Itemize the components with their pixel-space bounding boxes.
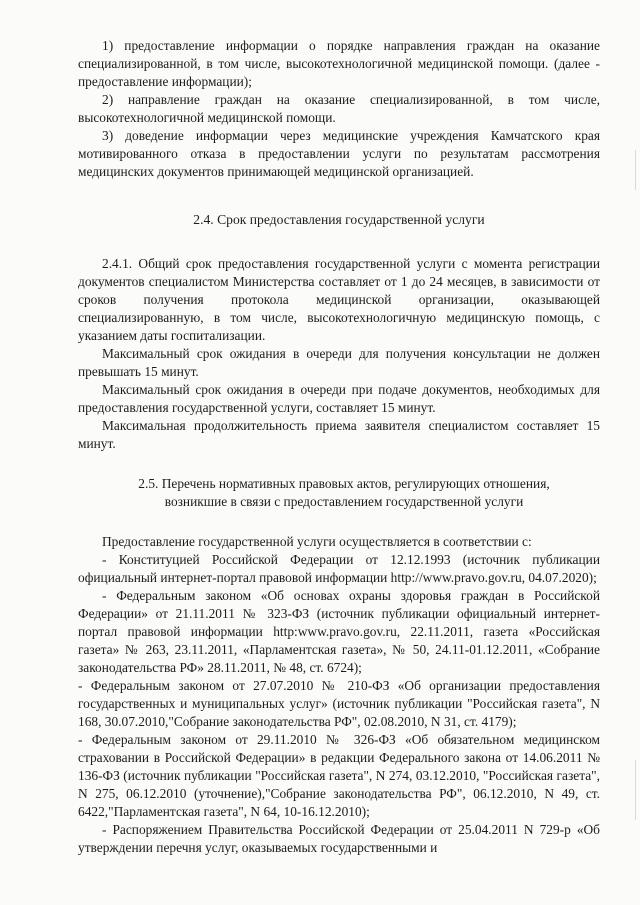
legal-act-729-r: - Распоряжением Правительства Российской Федерации от 25.04.2011 N 729-р «Об утверждении перечня услуг, оказываемых государственными и bbox=[78, 822, 600, 855]
legal-act-323-fz: - Федеральным законом «Об основах охраны здоровья граждан в Российской Федерации» от 21.11.2011 № 323-ФЗ (источник публикации официальный интернет-портал правовой информации http:www.pravo.gov.ru, 22.11.2011, газета «Российская газета» № 263, 23.11.2011, «Парламентская газета», № 50, 24.11-01.12.2011, «Собрание законодательства РФ» 28.11.2011, № 48, ст. 6724); bbox=[78, 588, 600, 675]
section-title-2-5-line2: возникшие в связи с предоставлением государственной услуги bbox=[164, 494, 524, 509]
legal-act-constitution: - Конституцией Российской Федерации от 12.12.1993 (источник публикации официальный интернет-портал правовой информации http://www.pravo.gov.ru, 04.07.2020); bbox=[78, 552, 600, 585]
paragraph-legal-basis-intro: Предоставление государственной услуги осуществляется в соответствии с: bbox=[102, 534, 532, 549]
scan-margin-mark-top bbox=[635, 150, 636, 190]
list-item-2: 2) направление граждан на оказание специализированной, в том числе, высокотехнологичной медицинской помощи. bbox=[78, 92, 600, 125]
legal-act-326-fz: - Федеральным законом от 29.11.2010 № 326-ФЗ «Об обязательном медицинском страховании в Российской Федерации» в редакции Федерального закона от 14.06.2011 № 136-ФЗ (источник публикации "Российская газета", N 274, 03.12.2010, "Российская газета", N 275, 06.12.2010 (уточнение),"Собрание законодательства РФ", 06.12.2010, N 49, ст. 6422,"Парламентская газета", N 64, 10-16.12.2010); bbox=[78, 732, 600, 819]
section-title-2-5-line1: 2.5. Перечень нормативных правовых актов, регулирующих отношения, bbox=[138, 476, 550, 491]
paragraph-2-4-1: 2.4.1. Общий срок предоставления государственной услуги с момента регистрации документов специалистом Министерства составляет от 1 до 24 месяцев, в зависимости от сроков получения протокола медицинской организации, оказывающей специализированную, в том числе, высокотехнологичную медицинскую помощь, с указанием даты госпитализации. bbox=[78, 256, 600, 343]
paragraph-reception-duration: Максимальная продолжительность приема заявителя специалистом составляет 15 минут. bbox=[78, 418, 600, 451]
paragraph-submit-wait: Максимальный срок ожидания в очереди при подаче документов, необходимых для предоставления государственной услуги, составляет 15 минут. bbox=[78, 382, 600, 415]
list-item-3: 3) доведение информации через медицинские учреждения Камчатского края мотивированного отказа в предоставлении услуги по результатам рассмотрения медицинских документов принимающей медицинской организацией. bbox=[78, 128, 600, 179]
paragraph-consult-wait: Максимальный срок ожидания в очереди для получения консультации не должен превышать 15 минут. bbox=[78, 346, 600, 379]
scan-margin-mark-bottom bbox=[635, 760, 636, 820]
list-item-1: 1) предоставление информации о порядке направления граждан на оказание специализированной, в том числе, высокотехнологичной медицинской помощи. (далее - предоставление информации); bbox=[78, 38, 600, 89]
legal-act-210-fz: - Федеральным законом от 27.07.2010 № 210-ФЗ «Об организации предоставления государственных и муниципальных услуг» (источник публикации "Российская газета", N 168, 30.07.2010,"Собрание законодательства РФ", 02.08.2010, N 31, ст. 4179); bbox=[78, 678, 600, 729]
section-title-2-4: 2.4. Срок предоставления государственной услуги bbox=[193, 212, 485, 227]
